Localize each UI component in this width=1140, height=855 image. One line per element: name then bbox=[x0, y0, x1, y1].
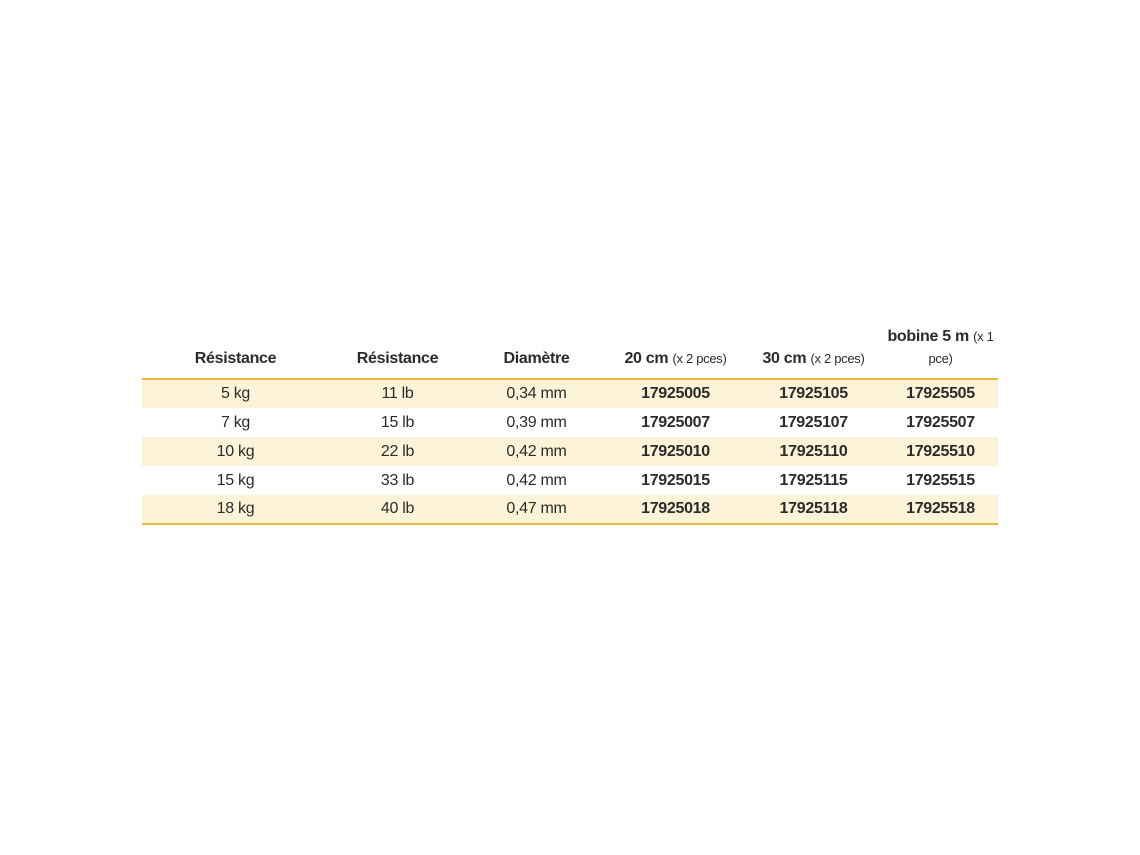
cell-ref-spool: 17925518 bbox=[906, 500, 975, 517]
cell-ref-spool: 17925505 bbox=[906, 385, 975, 402]
cell-diameter: 0,34 mm bbox=[506, 385, 567, 402]
table-row bbox=[142, 408, 998, 437]
cell-ref-30cm: 17925110 bbox=[779, 442, 848, 460]
product-table-container bbox=[142, 318, 998, 525]
cell-diameter: 0,39 mm bbox=[506, 413, 567, 431]
cell-resistance-kg: 15 kg bbox=[216, 471, 255, 489]
cell-resistance-kg: 18 kg bbox=[216, 500, 255, 517]
header-resistance-kg: Résistance bbox=[194, 350, 277, 367]
cell-resistance-lb: 22 lb bbox=[380, 442, 415, 460]
cell-resistance-lb: 40 lb bbox=[380, 500, 415, 517]
header-spool-5m: bobine 5 m (x 1 pce) bbox=[887, 328, 994, 366]
cell-resistance-lb: 33 lb bbox=[380, 471, 415, 489]
cell-diameter: 0,47 mm bbox=[506, 500, 567, 517]
cell-ref-30cm: 17925107 bbox=[779, 413, 848, 431]
cell-ref-20cm: 17925007 bbox=[641, 413, 710, 431]
cell-resistance-kg: 7 kg bbox=[220, 413, 251, 431]
cell-ref-20cm: 17925015 bbox=[641, 471, 710, 489]
cell-resistance-kg: 5 kg bbox=[220, 385, 251, 402]
cell-ref-20cm: 17925018 bbox=[641, 500, 710, 517]
product-reference-table bbox=[142, 318, 998, 525]
cell-resistance-kg: 10 kg bbox=[216, 442, 255, 460]
cell-ref-spool: 17925510 bbox=[906, 442, 975, 460]
cell-ref-30cm: 17925118 bbox=[779, 500, 848, 517]
table-row bbox=[142, 379, 998, 408]
cell-ref-spool: 17925507 bbox=[906, 413, 975, 431]
cell-ref-20cm: 17925005 bbox=[641, 385, 710, 402]
table-header-row bbox=[142, 318, 998, 379]
table-row bbox=[142, 466, 998, 495]
cell-diameter: 0,42 mm bbox=[506, 442, 567, 460]
cell-resistance-lb: 11 lb bbox=[381, 385, 414, 402]
cell-ref-spool: 17925515 bbox=[906, 471, 975, 489]
cell-ref-30cm: 17925115 bbox=[779, 471, 848, 489]
cell-ref-30cm: 17925105 bbox=[779, 385, 848, 402]
table-row bbox=[142, 437, 998, 466]
header-20cm: 20 cm (x 2 pces) bbox=[624, 350, 727, 367]
header-diameter: Diamètre bbox=[503, 350, 570, 367]
table-row bbox=[142, 495, 998, 524]
header-resistance-lb: Résistance bbox=[356, 350, 439, 367]
cell-ref-20cm: 17925010 bbox=[641, 442, 710, 460]
cell-diameter: 0,42 mm bbox=[506, 471, 567, 489]
cell-resistance-lb: 15 lb bbox=[380, 413, 415, 431]
header-30cm: 30 cm (x 2 pces) bbox=[762, 350, 865, 367]
